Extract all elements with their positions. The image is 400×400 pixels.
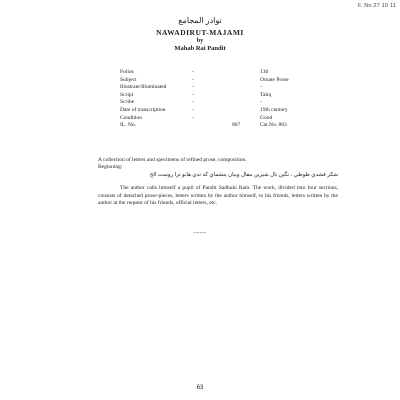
- meta-extra: [232, 92, 260, 100]
- meta-separator: -: [192, 99, 194, 106]
- metadata-table: [120, 69, 320, 130]
- page-number: 63: [196, 385, 204, 391]
- meta-label: Condition: [120, 114, 143, 121]
- meta-separator: -: [192, 106, 194, 113]
- title-english: NAWADIRUT-MAJAMI: [156, 28, 244, 37]
- meta-label: Subject: [120, 76, 137, 83]
- author-name: Mahab Rai Pandit: [174, 45, 226, 52]
- meta-extra: 867: [232, 122, 241, 129]
- meta-value: -: [260, 99, 262, 106]
- author-paragraph: [98, 185, 338, 208]
- meta-label: Date of transcription: [120, 106, 166, 113]
- title-arabic: نوادر المجامع: [178, 16, 222, 25]
- meta-value: -: [260, 84, 262, 91]
- meta-label: Scribe: [120, 99, 135, 106]
- meta-extra: [232, 107, 260, 115]
- section-ornament: ~~~~: [193, 231, 207, 236]
- arabic-incipit: شكر فشدي طوطي ، نگين بال شيرين مقال وبيان ينشماي كه تدي هابو ترا روست الخ: [149, 172, 338, 178]
- meta-separator: -: [192, 114, 194, 121]
- meta-value: Good: [260, 114, 273, 121]
- meta-separator: -: [192, 76, 194, 83]
- meta-row: [120, 115, 320, 123]
- meta-label: Illustrate/Illuminated: [120, 84, 167, 91]
- meta-separator: -: [192, 91, 194, 98]
- meta-extra: [232, 77, 260, 85]
- meta-row: [120, 92, 320, 100]
- author-paragraph-text: The author calls himself a pupil of Pandit Sadhuki Ram. The work, divided into four sections, consists of detached prose-pieces, letters written by the author himself, to his friends, letters written by the author at the request of his friends, official letters, etc.: [98, 185, 338, 207]
- meta-row: [120, 99, 320, 107]
- meta-value: 19th century: [260, 106, 288, 113]
- meta-row: [120, 69, 320, 77]
- meta-extra: [232, 84, 260, 92]
- description-paragraph: A collection of letters and specimens of refined prose, composition.: [98, 157, 247, 163]
- meta-value: Cat.No. 883: [260, 122, 287, 129]
- meta-row: [120, 107, 320, 115]
- title-by: by: [196, 37, 204, 44]
- file-number: F. No.27 10 11: [357, 3, 396, 9]
- meta-separator: -: [192, 69, 194, 75]
- meta-value: Ornate Prose: [260, 76, 289, 83]
- beginning-label: Beginning:: [98, 164, 123, 170]
- meta-value: Taliq: [260, 91, 272, 98]
- meta-row: [120, 77, 320, 85]
- meta-value: 130: [260, 69, 269, 75]
- meta-extra: [232, 69, 260, 77]
- meta-label: Folios: [120, 69, 134, 75]
- meta-separator: [192, 122, 232, 130]
- meta-label: IL. No.: [120, 122, 137, 129]
- meta-separator: -: [192, 84, 194, 91]
- meta-extra: [232, 99, 260, 107]
- meta-row: [120, 84, 320, 92]
- meta-extra: [232, 115, 260, 123]
- meta-label: Script: [120, 91, 134, 98]
- meta-row: [120, 122, 320, 130]
